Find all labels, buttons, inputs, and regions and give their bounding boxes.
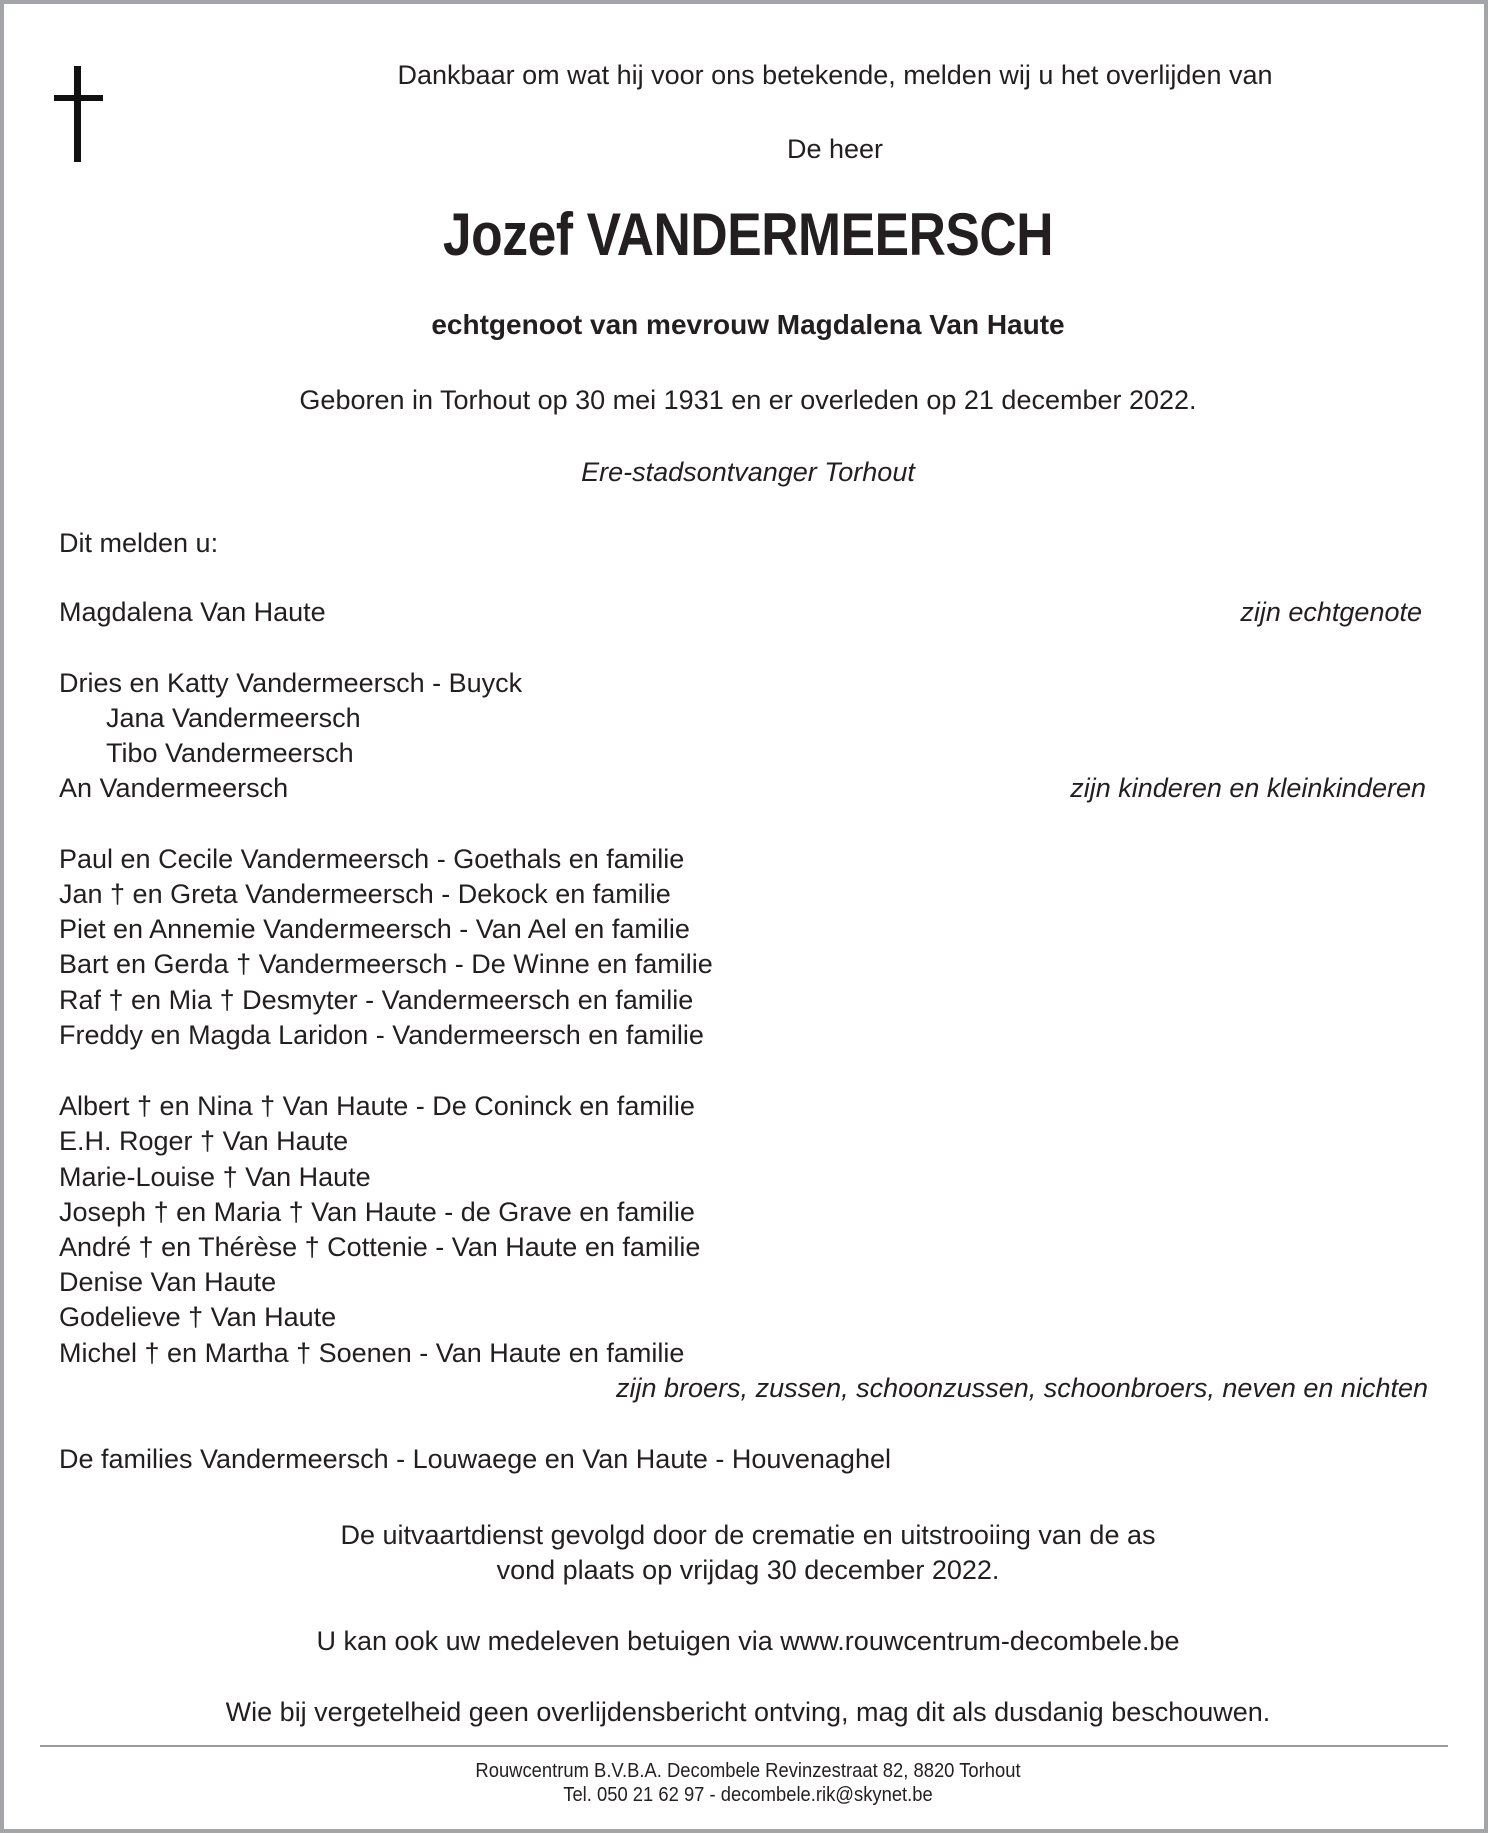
honorary-title: Ere-stadsontvanger Torhout [581, 457, 915, 487]
sibling-line: Michel † en Martha † Soenen - Van Haute en familie [59, 1338, 685, 1368]
footer-contact: Tel. 050 21 62 97 - decombele.rik@skynet.be [563, 1784, 933, 1806]
sibling-line: Marie-Louise † Van Haute [59, 1162, 371, 1192]
siblings-relation: zijn broers, zussen, schoonzussen, schoonbroers, neven en nichten [616, 1373, 1428, 1403]
sibling-line: André † en Thérèse † Cottenie - Van Haute en familie [59, 1232, 701, 1262]
service-line: De uitvaartdienst gevolgd door de crematie en uitstrooiing van de as [340, 1520, 1156, 1550]
sibling-line: Paul en Cecile Vandermeersch - Goethals en familie [59, 844, 685, 874]
sibling-line: Joseph † en Maria † Van Haute - de Grave en familie [59, 1197, 695, 1227]
footer-address: Rouwcentrum B.V.B.A. Decombele Revinzestraat 82, 8820 Torhout [475, 1760, 1021, 1782]
grandchild-line: Tibo Vandermeersch [106, 738, 354, 768]
grandchild-line: Jana Vandermeersch [106, 703, 361, 733]
salutation: De heer [786, 134, 884, 164]
service-line: vond plaats op vrijdag 30 december 2022. [496, 1555, 1000, 1585]
deceased-name: Jozef VANDERMEERSCH [442, 201, 1054, 268]
sibling-line: E.H. Roger † Van Haute [59, 1126, 349, 1156]
sibling-line: Piet en Annemie Vandermeersch - Van Ael en familie [59, 914, 690, 944]
spouse-relation: zijn echtgenote [1240, 597, 1422, 627]
intro-text: Dankbaar om wat hij voor ons betekende, melden wij u het overlijden van [397, 60, 1273, 90]
announcers-label: Dit melden u: [59, 528, 219, 558]
spouse-name: Magdalena Van Haute [59, 597, 326, 627]
condolence-line: U kan ook uw medeleven betuigen via www.rouwcentrum-decombele.be [316, 1626, 1180, 1656]
families-line: De families Vandermeersch - Louwaege en Van Haute - Houvenaghel [59, 1444, 891, 1474]
sibling-line: Freddy en Magda Laridon - Vandermeersch en familie [59, 1020, 704, 1050]
child-line: An Vandermeersch [59, 773, 289, 803]
child-line: Dries en Katty Vandermeersch - Buyck [59, 668, 523, 698]
footer-divider [40, 1745, 1448, 1747]
sibling-line: Jan † en Greta Vandermeersch - Dekock en familie [59, 879, 671, 909]
sibling-line: Godelieve † Van Haute [59, 1302, 337, 1332]
children-relation: zijn kinderen en kleinkinderen [1070, 773, 1426, 803]
sibling-line: Denise Van Haute [59, 1267, 277, 1297]
notice-line: Wie bij vergetelheid geen overlijdensbericht ontving, mag dit als dusdanig beschouwen. [225, 1697, 1271, 1727]
sibling-line: Bart en Gerda † Vandermeersch - De Winne en familie [59, 949, 713, 979]
sibling-line: Albert † en Nina † Van Haute - De Coninck en familie [59, 1091, 695, 1121]
sibling-line: Raf † en Mia † Desmyter - Vandermeersch en familie [59, 985, 694, 1015]
birth-death: Geboren in Torhout op 30 mei 1931 en er overleden op 21 december 2022. [299, 385, 1197, 415]
spouse-line: echtgenoot van mevrouw Magdalena Van Haute [431, 309, 1065, 340]
